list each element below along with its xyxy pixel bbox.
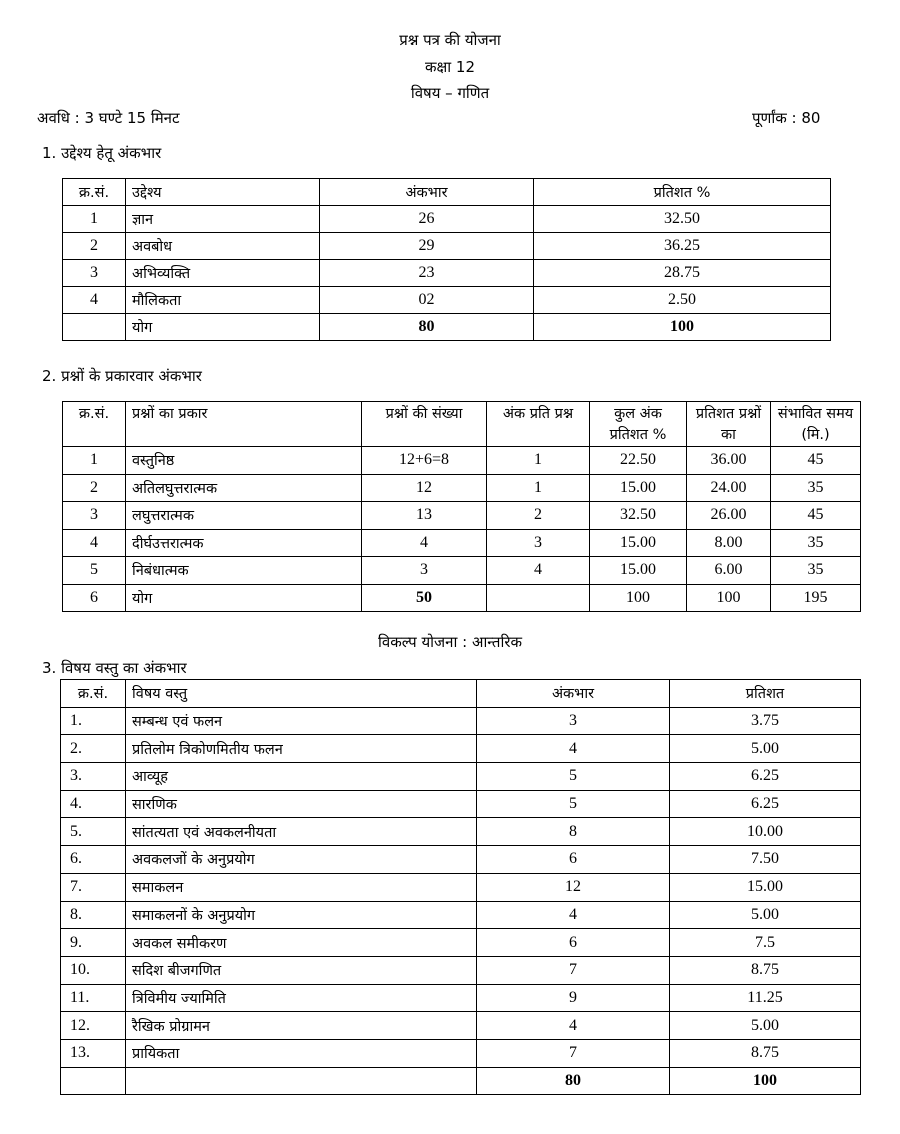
table-cell: 3. — [61, 763, 126, 791]
table-cell: अभिव्यक्ति — [126, 260, 320, 287]
table-cell: आव्यूह — [126, 763, 477, 791]
table-cell: 13 — [362, 502, 487, 530]
table-cell: सम्बन्ध एवं फलन — [126, 707, 477, 735]
objective-row — [63, 260, 831, 287]
table-cell: 1 — [63, 206, 126, 233]
table-cell: 9 — [477, 984, 670, 1012]
table-cell: 45 — [771, 447, 861, 475]
section2-heading: 2. प्रश्नों के प्रकारवार अंकभार — [42, 367, 202, 385]
option-scheme-label: विकल्प योजना : आन्तरिक — [377, 633, 523, 651]
table-cell: 9. — [61, 929, 126, 957]
table-cell: अवकलजों के अनुप्रयोग — [126, 846, 477, 874]
section1-heading: 1. उद्देश्य हेतू अंकभार — [42, 144, 162, 162]
max-marks-label: पूर्णांक : 80 — [752, 109, 821, 127]
table-cell: 4 — [362, 529, 487, 557]
table-cell: मौलिकता — [126, 287, 320, 314]
table-cell: 50 — [362, 584, 487, 612]
table-cell: 45 — [771, 502, 861, 530]
table-cell — [63, 314, 126, 341]
table-cell: 5 — [477, 763, 670, 791]
table-cell: 8.75 — [670, 1039, 861, 1067]
column-header: अंकभार — [320, 179, 534, 206]
content-row — [61, 984, 861, 1012]
content-row — [61, 956, 861, 984]
table-cell: 36.00 — [687, 447, 771, 475]
table-cell: 8.00 — [687, 529, 771, 557]
table-cell: 7.5 — [670, 929, 861, 957]
table-cell: 4 — [63, 529, 126, 557]
table-cell: 1 — [487, 447, 590, 475]
table-cell: 6. — [61, 846, 126, 874]
table-cell: 32.50 — [590, 502, 687, 530]
table-cell: वस्तुनिष्ठ — [126, 447, 362, 475]
column-header: क्र.सं. — [61, 680, 126, 708]
table-cell: 35 — [771, 557, 861, 585]
table-cell: 12 — [477, 873, 670, 901]
table-cell: रैखिक प्रोग्रामन — [126, 1012, 477, 1040]
table-cell: 12. — [61, 1012, 126, 1040]
table-cell: 02 — [320, 287, 534, 314]
table-cell: 80 — [477, 1067, 670, 1095]
table-cell: 24.00 — [687, 474, 771, 502]
table-cell: 2 — [487, 502, 590, 530]
table-cell — [126, 1067, 477, 1095]
question-type-row — [63, 502, 861, 530]
table-cell: 5.00 — [670, 735, 861, 763]
objective-weightage-table — [62, 178, 831, 341]
content-row — [61, 1012, 861, 1040]
content-row — [61, 929, 861, 957]
table-cell: 26 — [320, 206, 534, 233]
table-cell: योग — [126, 314, 320, 341]
table-cell: अवकल समीकरण — [126, 929, 477, 957]
table-cell: 2.50 — [534, 287, 831, 314]
table-cell: 1 — [487, 474, 590, 502]
column-header: उद्देश्य — [126, 179, 320, 206]
table-cell — [487, 584, 590, 612]
table-cell: 7 — [477, 1039, 670, 1067]
table-cell: 5 — [63, 557, 126, 585]
table-cell: योग — [126, 584, 362, 612]
column-header: प्रश्नों का प्रकार — [126, 402, 362, 447]
table-cell: 4 — [477, 735, 670, 763]
table-cell: 4 — [487, 557, 590, 585]
content-row — [61, 735, 861, 763]
question-type-row — [63, 474, 861, 502]
table-cell: 1 — [63, 447, 126, 475]
table-cell: समाकलनों के अनुप्रयोग — [126, 901, 477, 929]
table-cell: त्रिविमीय ज्यामिति — [126, 984, 477, 1012]
table-cell: 15.00 — [590, 529, 687, 557]
subject-label: विषय – गणित — [410, 84, 490, 102]
table-cell: सदिश बीजगणित — [126, 956, 477, 984]
column-header: अंकभार — [477, 680, 670, 708]
table-cell: सारणिक — [126, 790, 477, 818]
table-cell: 15.00 — [590, 474, 687, 502]
table-header-row — [61, 680, 861, 708]
column-header: विषय वस्तु — [126, 680, 477, 708]
table-cell: 5. — [61, 818, 126, 846]
table-cell: दीर्घउत्तरात्मक — [126, 529, 362, 557]
table-cell: 80 — [320, 314, 534, 341]
column-header: क्र.सं. — [63, 179, 126, 206]
table-cell: 6.25 — [670, 763, 861, 791]
table-cell: 8.75 — [670, 956, 861, 984]
table-cell: निबंधात्मक — [126, 557, 362, 585]
question-type-row — [63, 557, 861, 585]
table-cell: 22.50 — [590, 447, 687, 475]
table-cell: 12+6=8 — [362, 447, 487, 475]
table-cell: ज्ञान — [126, 206, 320, 233]
column-header: संभावित समय (मि.) — [771, 402, 861, 447]
table-cell: 10.00 — [670, 818, 861, 846]
table-cell: 195 — [771, 584, 861, 612]
table-cell: 4 — [63, 287, 126, 314]
table-cell: 29 — [320, 233, 534, 260]
table-cell: 10. — [61, 956, 126, 984]
content-row — [61, 873, 861, 901]
column-header: प्रतिशत प्रश्नों का — [687, 402, 771, 447]
table-cell: सांतत्यता एवं अवकलनीयता — [126, 818, 477, 846]
table-cell: 100 — [534, 314, 831, 341]
table-cell: 15.00 — [590, 557, 687, 585]
duration-label: अवधि : 3 घण्टे 15 मिनट — [37, 109, 180, 127]
table-cell: 36.25 — [534, 233, 831, 260]
table-cell: 23 — [320, 260, 534, 287]
table-cell: 3 — [477, 707, 670, 735]
table-cell: 100 — [687, 584, 771, 612]
table-cell: 4. — [61, 790, 126, 818]
table-cell: 3 — [487, 529, 590, 557]
objective-row — [63, 206, 831, 233]
table-cell: 1. — [61, 707, 126, 735]
table-cell: लघुत्तरात्मक — [126, 502, 362, 530]
table-cell: 3 — [362, 557, 487, 585]
table-cell: 3 — [63, 260, 126, 287]
table-header-row — [63, 402, 861, 447]
table-cell: 6 — [477, 846, 670, 874]
table-cell: समाकलन — [126, 873, 477, 901]
table-cell: 35 — [771, 529, 861, 557]
class-label: कक्षा 12 — [424, 58, 475, 76]
table-cell: 100 — [590, 584, 687, 612]
table-cell: 6.00 — [687, 557, 771, 585]
content-row — [61, 901, 861, 929]
question-type-row — [63, 584, 861, 612]
content-row — [61, 790, 861, 818]
table-cell: 6.25 — [670, 790, 861, 818]
table-cell: 12 — [362, 474, 487, 502]
table-cell: 6 — [63, 584, 126, 612]
content-row — [61, 1067, 861, 1095]
question-type-table — [62, 401, 861, 612]
objective-row — [63, 233, 831, 260]
table-cell: 11. — [61, 984, 126, 1012]
table-cell: 7 — [477, 956, 670, 984]
table-cell: 7. — [61, 873, 126, 901]
table-cell: 100 — [670, 1067, 861, 1095]
column-header: प्रश्नों की संख्या — [362, 402, 487, 447]
table-cell: 6 — [477, 929, 670, 957]
content-row — [61, 707, 861, 735]
column-header: प्रतिशत % — [534, 179, 831, 206]
table-cell: 4 — [477, 901, 670, 929]
table-cell: अतिलघुत्तरात्मक — [126, 474, 362, 502]
table-cell: 2 — [63, 474, 126, 502]
table-cell: 2. — [61, 735, 126, 763]
table-cell: प्रायिकता — [126, 1039, 477, 1067]
table-cell: 11.25 — [670, 984, 861, 1012]
column-header: कुल अंक प्रतिशत % — [590, 402, 687, 447]
table-cell: अवबोध — [126, 233, 320, 260]
table-cell: 5.00 — [670, 901, 861, 929]
table-cell: 26.00 — [687, 502, 771, 530]
table-cell: 5.00 — [670, 1012, 861, 1040]
document-title: प्रश्न पत्र की योजना — [399, 31, 501, 49]
column-header: अंक प्रति प्रश्न — [487, 402, 590, 447]
table-cell: 4 — [477, 1012, 670, 1040]
content-row — [61, 1039, 861, 1067]
table-header-row — [63, 179, 831, 206]
content-row — [61, 846, 861, 874]
table-cell: प्रतिलोम त्रिकोणमितीय फलन — [126, 735, 477, 763]
table-cell: 35 — [771, 474, 861, 502]
objective-row — [63, 314, 831, 341]
table-cell: 5 — [477, 790, 670, 818]
table-cell: 8 — [477, 818, 670, 846]
table-cell: 7.50 — [670, 846, 861, 874]
table-cell: 3.75 — [670, 707, 861, 735]
table-cell: 13. — [61, 1039, 126, 1067]
column-header: प्रतिशत — [670, 680, 861, 708]
table-cell: 2 — [63, 233, 126, 260]
section3-heading: 3. विषय वस्तु का अंकभार — [42, 659, 187, 677]
table-cell: 32.50 — [534, 206, 831, 233]
content-row — [61, 818, 861, 846]
table-cell: 15.00 — [670, 873, 861, 901]
content-row — [61, 763, 861, 791]
question-type-row — [63, 447, 861, 475]
question-type-row — [63, 529, 861, 557]
table-cell: 28.75 — [534, 260, 831, 287]
objective-row — [63, 287, 831, 314]
table-cell: 8. — [61, 901, 126, 929]
table-cell — [61, 1067, 126, 1095]
table-cell: 3 — [63, 502, 126, 530]
content-weightage-table — [60, 679, 861, 1095]
column-header: क्र.सं. — [63, 402, 126, 447]
